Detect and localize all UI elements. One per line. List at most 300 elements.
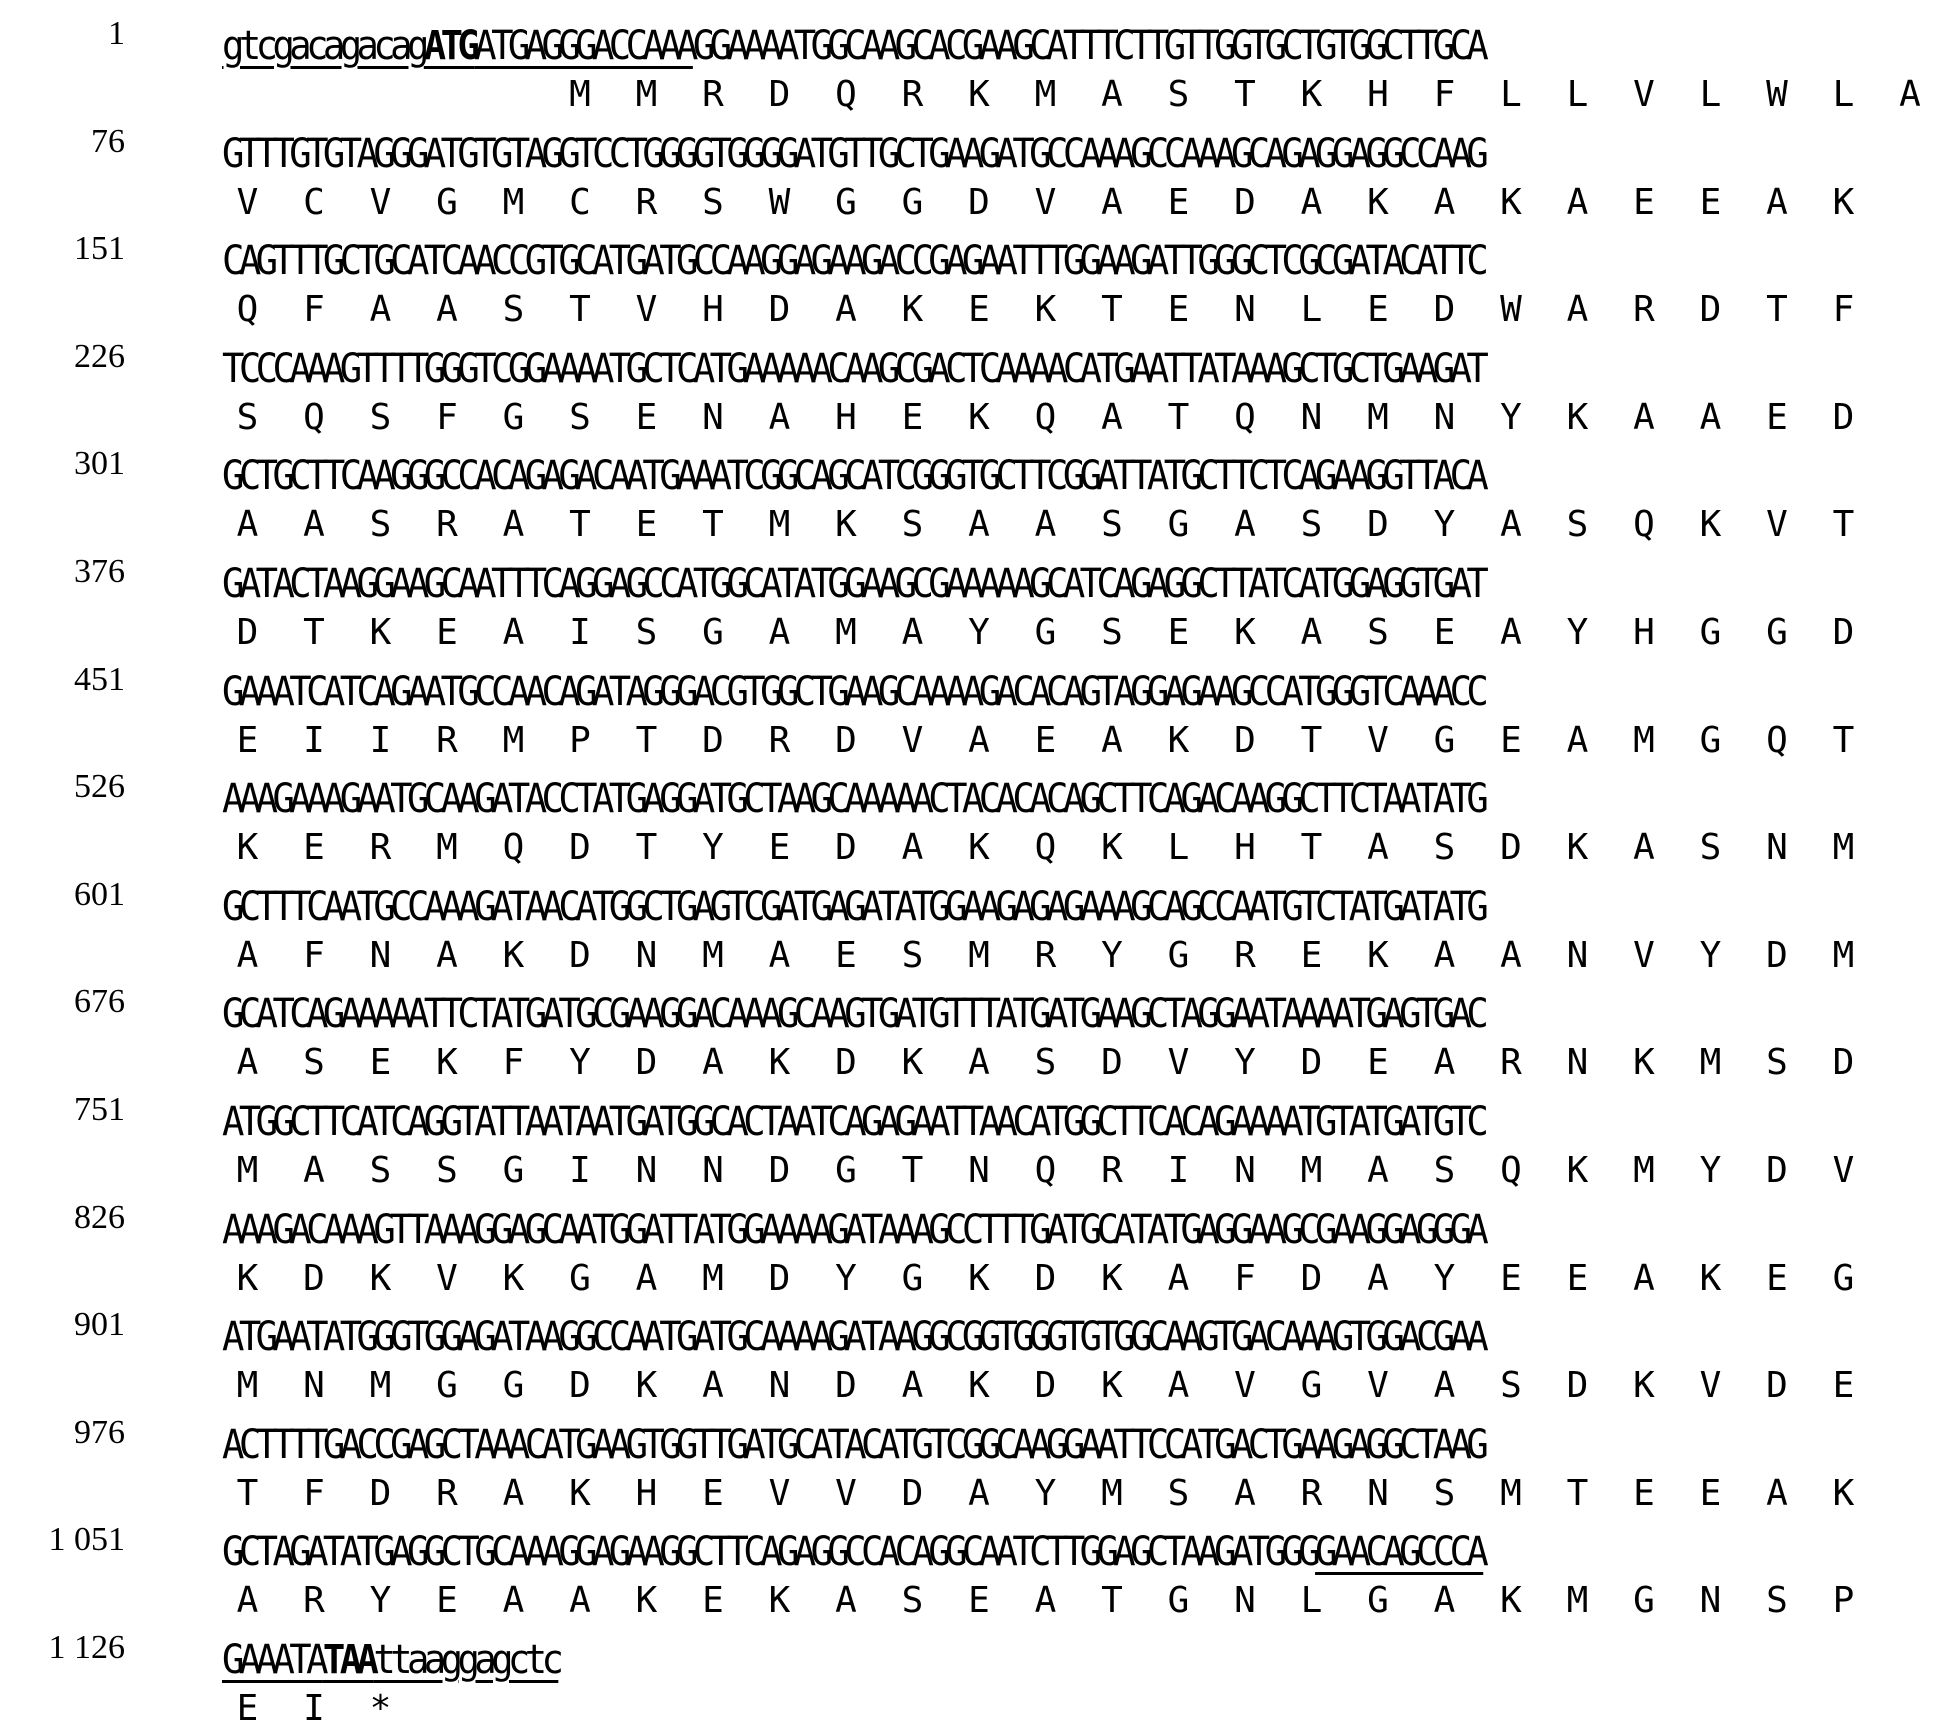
amino-acid: A bbox=[768, 396, 791, 438]
amino-acid: R bbox=[1500, 1042, 1522, 1084]
amino-acid: R bbox=[768, 719, 791, 761]
amino-acid: K bbox=[968, 1365, 990, 1407]
amino-acid: D bbox=[1234, 719, 1256, 761]
amino-acid: C bbox=[303, 181, 325, 223]
amino-acid: Q bbox=[1034, 827, 1057, 869]
amino-acid: D bbox=[702, 719, 724, 761]
amino-acid: K bbox=[369, 1257, 392, 1299]
amino-acid-translation bbox=[222, 1580, 1872, 1622]
position-number: 1 bbox=[108, 15, 125, 52]
amino-acid: L bbox=[1566, 74, 1589, 115]
amino-acid: R bbox=[1300, 1472, 1323, 1514]
amino-acid: Y bbox=[1433, 504, 1456, 546]
nucleotide-sequence bbox=[222, 1313, 1758, 1361]
amino-acid: R bbox=[369, 827, 392, 869]
amino-acid: F bbox=[1234, 1257, 1256, 1299]
amino-acid: K bbox=[1167, 719, 1190, 761]
amino-acid: Y bbox=[968, 612, 990, 653]
amino-acid: A bbox=[901, 827, 924, 869]
amino-acid: A bbox=[768, 612, 791, 653]
amino-acid: A bbox=[1433, 934, 1456, 976]
amino-acid: K bbox=[1367, 181, 1389, 223]
position-number: 301 bbox=[74, 445, 125, 483]
position-number: 76 bbox=[91, 122, 125, 160]
amino-acid: S bbox=[702, 181, 724, 223]
amino-acid: G bbox=[1699, 612, 1722, 653]
amino-acid: G bbox=[835, 181, 857, 223]
amino-acid: E bbox=[702, 1580, 724, 1622]
amino-acid-translation bbox=[222, 1258, 1872, 1300]
amino-acid: Y bbox=[1034, 1472, 1057, 1514]
position-number: 1 051 bbox=[48, 1521, 125, 1559]
amino-acid: D bbox=[1766, 934, 1788, 976]
amino-acid: K bbox=[1566, 1150, 1589, 1191]
amino-acid: S bbox=[635, 612, 658, 653]
amino-acid: N bbox=[1766, 827, 1788, 869]
amino-acid: A bbox=[702, 1042, 724, 1084]
amino-acid: K bbox=[1101, 827, 1123, 869]
amino-acid: Y bbox=[1566, 612, 1589, 653]
sequence-row bbox=[0, 1622, 1890, 1730]
amino-acid: A bbox=[502, 504, 525, 546]
amino-acid: F bbox=[303, 934, 325, 976]
amino-acid-translation bbox=[222, 612, 1872, 654]
sequence-segment: GATACTAAGGAAGCAATTTCAGGAGCCATGGCATATGGAAGCGAAAAAGCATCAGAGGCTTATCATGGAGGTGAT bbox=[222, 561, 1484, 607]
amino-acid-translation bbox=[222, 1473, 1872, 1515]
amino-acid: M bbox=[569, 74, 591, 115]
amino-acid: E bbox=[1167, 289, 1190, 331]
amino-acid: L bbox=[1300, 289, 1323, 331]
amino-acid: V bbox=[901, 719, 924, 761]
amino-acid: D bbox=[569, 827, 591, 869]
amino-acid: E bbox=[635, 396, 658, 438]
amino-acid: A bbox=[369, 289, 392, 331]
amino-acid: D bbox=[569, 934, 591, 976]
amino-acid: E bbox=[236, 719, 259, 761]
amino-acid: Q bbox=[1034, 1150, 1057, 1191]
amino-acid: V bbox=[369, 181, 392, 223]
amino-acid: I bbox=[303, 719, 325, 761]
amino-acid: G bbox=[1167, 504, 1190, 546]
amino-acid: P bbox=[1832, 1580, 1855, 1622]
primer-segment: GAACAGCCCA bbox=[1315, 1529, 1484, 1576]
amino-acid: A bbox=[436, 934, 458, 976]
position-number: 151 bbox=[74, 230, 125, 268]
amino-acid: K bbox=[1566, 827, 1589, 869]
amino-acid: D bbox=[635, 1042, 658, 1084]
amino-acid: R bbox=[1101, 1150, 1123, 1191]
amino-acid: G bbox=[436, 1365, 458, 1407]
sequence-row bbox=[0, 546, 1890, 654]
amino-acid: K bbox=[968, 74, 990, 115]
amino-acid: L bbox=[1300, 1580, 1323, 1622]
sequence-segment: GTTTGTGTAGGGATGTGTAGGTCCTGGGGTGGGGATGTTGCTGAAGATGCCAAAGCCAAAGCAGAGGAGGCCAAG bbox=[222, 130, 1484, 177]
sequence-row bbox=[0, 869, 1890, 977]
amino-acid: G bbox=[1832, 1257, 1855, 1299]
amino-acid: A bbox=[1633, 396, 1655, 438]
amino-acid: A bbox=[1633, 1257, 1655, 1299]
stop-codon-marker: * bbox=[369, 1688, 392, 1729]
sequence-row bbox=[0, 438, 1890, 546]
amino-acid: D bbox=[1766, 1150, 1788, 1191]
amino-acid: A bbox=[1899, 74, 1921, 115]
amino-acid: H bbox=[1234, 827, 1256, 869]
nucleotide-sequence bbox=[222, 560, 1758, 608]
amino-acid: S bbox=[1699, 827, 1722, 869]
amino-acid: V bbox=[236, 181, 259, 223]
amino-acid: S bbox=[1766, 1042, 1788, 1084]
amino-acid: G bbox=[569, 1257, 591, 1299]
amino-acid: V bbox=[1633, 934, 1655, 976]
amino-acid: K bbox=[768, 1042, 791, 1084]
amino-acid: E bbox=[901, 396, 924, 438]
amino-acid: T bbox=[1234, 74, 1256, 115]
amino-acid: S bbox=[502, 289, 525, 331]
amino-acid: V bbox=[436, 1257, 458, 1299]
amino-acid: E bbox=[1766, 396, 1788, 438]
amino-acid: D bbox=[1367, 504, 1389, 546]
amino-acid: D bbox=[1300, 1042, 1323, 1084]
amino-acid: L bbox=[1167, 827, 1190, 869]
amino-acid: Q bbox=[1234, 396, 1256, 438]
amino-acid: A bbox=[1766, 1472, 1788, 1514]
amino-acid: A bbox=[1367, 1150, 1389, 1191]
amino-acid: D bbox=[1500, 827, 1522, 869]
amino-acid: D bbox=[1832, 612, 1855, 653]
amino-acid: E bbox=[1699, 1472, 1722, 1514]
amino-acid: K bbox=[1699, 504, 1722, 546]
amino-acid: G bbox=[436, 181, 458, 223]
amino-acid: R bbox=[436, 504, 458, 546]
amino-acid: S bbox=[1766, 1580, 1788, 1622]
amino-acid: A bbox=[968, 1472, 990, 1514]
amino-acid: E bbox=[702, 1472, 724, 1514]
amino-acid: V bbox=[1367, 719, 1389, 761]
amino-acid: D bbox=[1566, 1365, 1589, 1407]
amino-acid: T bbox=[236, 1472, 259, 1514]
amino-acid-translation bbox=[222, 1042, 1872, 1084]
amino-acid: A bbox=[502, 1472, 525, 1514]
amino-acid: K bbox=[635, 1580, 658, 1622]
amino-acid: A bbox=[968, 1042, 990, 1084]
amino-acid: E bbox=[236, 1688, 259, 1729]
primer-segment: ATGAGGGACCAAA bbox=[474, 23, 693, 69]
amino-acid: V bbox=[835, 1472, 857, 1514]
amino-acid: A bbox=[569, 1580, 591, 1622]
amino-acid: T bbox=[1300, 827, 1323, 869]
nucleotide-sequence bbox=[222, 668, 1758, 716]
amino-acid: G bbox=[502, 1150, 525, 1191]
amino-acid: D bbox=[236, 612, 259, 653]
amino-acid: D bbox=[1699, 289, 1722, 331]
primer-segment: GAAATA bbox=[222, 1637, 323, 1683]
amino-acid: M bbox=[702, 1257, 724, 1299]
nucleotide-sequence bbox=[222, 130, 1758, 178]
amino-acid: T bbox=[569, 289, 591, 331]
amino-acid: K bbox=[1500, 1580, 1522, 1622]
amino-acid: K bbox=[1034, 289, 1057, 331]
amino-acid: A bbox=[1500, 504, 1522, 546]
amino-acid: S bbox=[369, 1150, 392, 1191]
amino-acid: S bbox=[901, 1580, 924, 1622]
amino-acid: T bbox=[702, 504, 724, 546]
nucleotide-sequence bbox=[222, 345, 1758, 393]
amino-acid: M bbox=[1101, 1472, 1123, 1514]
sequence-segment: CAGTTTGCTGCATCAACCGTGCATGATGCCAAGGAGAAGACCGAGAATTTGGAAGATTGGGCTCGCGATACATTC bbox=[222, 238, 1484, 285]
sequence-row bbox=[0, 976, 1890, 1084]
amino-acid: K bbox=[1566, 396, 1589, 438]
amino-acid: A bbox=[901, 1365, 924, 1407]
sequence-row bbox=[0, 1514, 1890, 1622]
amino-acid: M bbox=[236, 1365, 259, 1407]
primer-segment: ttaaggagctc bbox=[373, 1637, 559, 1683]
amino-acid: K bbox=[502, 934, 525, 976]
amino-acid: A bbox=[1433, 1042, 1456, 1084]
amino-acid: Q bbox=[1766, 719, 1788, 761]
amino-acid: M bbox=[236, 1150, 259, 1191]
amino-acid: E bbox=[1500, 1257, 1522, 1299]
amino-acid: S bbox=[236, 396, 259, 438]
amino-acid: D bbox=[968, 181, 990, 223]
position-number: 526 bbox=[74, 768, 125, 806]
amino-acid: T bbox=[1167, 396, 1190, 438]
amino-acid: F bbox=[436, 396, 458, 438]
nucleotide-sequence bbox=[222, 1098, 1758, 1146]
sequence-row bbox=[0, 1192, 1890, 1300]
amino-acid: D bbox=[1101, 1042, 1123, 1084]
amino-acid: Q bbox=[303, 396, 325, 438]
amino-acid: K bbox=[835, 504, 857, 546]
amino-acid: K bbox=[901, 1042, 924, 1084]
nucleotide-sequence bbox=[222, 1636, 1758, 1684]
amino-acid: G bbox=[1766, 612, 1788, 653]
amino-acid: Q bbox=[1034, 396, 1057, 438]
amino-acid: D bbox=[768, 1257, 791, 1299]
amino-acid: V bbox=[1699, 1365, 1722, 1407]
amino-acid: Y bbox=[1101, 934, 1123, 976]
amino-acid: N bbox=[768, 1365, 791, 1407]
amino-acid: E bbox=[1433, 612, 1456, 653]
amino-acid: N bbox=[702, 1150, 724, 1191]
amino-acid: E bbox=[436, 1580, 458, 1622]
amino-acid: S bbox=[1167, 74, 1190, 115]
amino-acid: M bbox=[369, 1365, 392, 1407]
amino-acid: N bbox=[1566, 1042, 1589, 1084]
amino-acid: V bbox=[1034, 181, 1057, 223]
amino-acid: K bbox=[1234, 612, 1256, 653]
amino-acid: A bbox=[1300, 612, 1323, 653]
amino-acid: M bbox=[436, 827, 458, 869]
nucleotide-sequence bbox=[222, 990, 1758, 1038]
amino-acid: R bbox=[901, 74, 924, 115]
amino-acid: L bbox=[1832, 74, 1855, 115]
amino-acid: A bbox=[303, 504, 325, 546]
amino-acid: M bbox=[502, 181, 525, 223]
amino-acid: S bbox=[569, 396, 591, 438]
amino-acid: M bbox=[1699, 1042, 1722, 1084]
amino-acid: K bbox=[236, 827, 259, 869]
amino-acid: V bbox=[768, 1472, 791, 1514]
position-number: 1 126 bbox=[48, 1629, 125, 1666]
amino-acid: S bbox=[1433, 1150, 1456, 1191]
amino-acid: K bbox=[635, 1365, 658, 1407]
amino-acid-translation bbox=[222, 1150, 1872, 1192]
amino-acid: A bbox=[1101, 181, 1123, 223]
amino-acid: Q bbox=[1633, 504, 1655, 546]
sequence-row bbox=[0, 331, 1890, 439]
amino-acid: R bbox=[1234, 934, 1256, 976]
amino-acid: E bbox=[968, 1580, 990, 1622]
amino-acid: G bbox=[1034, 612, 1057, 653]
amino-acid: T bbox=[1101, 289, 1123, 331]
amino-acid: A bbox=[702, 1365, 724, 1407]
amino-acid: A bbox=[1433, 1580, 1456, 1622]
amino-acid: A bbox=[835, 289, 857, 331]
amino-acid: Q bbox=[502, 827, 525, 869]
position-number: 226 bbox=[74, 337, 125, 375]
amino-acid: G bbox=[1433, 719, 1456, 761]
amino-acid: H bbox=[702, 289, 724, 331]
amino-acid: G bbox=[1167, 1580, 1190, 1622]
amino-acid: I bbox=[303, 1688, 325, 1729]
amino-acid: R bbox=[436, 719, 458, 761]
nucleotide-sequence bbox=[222, 22, 1758, 70]
sequence-segment: AAAGAAAGAATGCAAGATACCTATGAGGATGCTAAGCAAAAACTACACACAGCTTCAGACAAGGCTTCTAATATG bbox=[222, 776, 1484, 823]
amino-acid: M bbox=[1832, 934, 1855, 976]
amino-acid: A bbox=[835, 1580, 857, 1622]
amino-acid: I bbox=[369, 719, 392, 761]
amino-acid: E bbox=[1633, 1472, 1655, 1514]
position-number: 976 bbox=[74, 1413, 125, 1451]
amino-acid: I bbox=[1167, 1150, 1190, 1191]
amino-acid: S bbox=[1367, 612, 1389, 653]
amino-acid: A bbox=[1633, 827, 1655, 869]
amino-acid: G bbox=[835, 1150, 857, 1191]
amino-acid-translation bbox=[222, 827, 1872, 869]
amino-acid: E bbox=[635, 504, 658, 546]
amino-acid: S bbox=[1500, 1365, 1522, 1407]
amino-acid: K bbox=[1101, 1257, 1123, 1299]
amino-acid: A bbox=[1433, 1365, 1456, 1407]
amino-acid: G bbox=[1699, 719, 1722, 761]
amino-acid: K bbox=[968, 1257, 990, 1299]
amino-acid: M bbox=[1566, 1580, 1589, 1622]
amino-acid: A bbox=[1234, 504, 1256, 546]
amino-acid: Q bbox=[236, 289, 259, 331]
amino-acid: E bbox=[1300, 934, 1323, 976]
amino-acid: N bbox=[968, 1150, 990, 1191]
sequence-row bbox=[0, 654, 1890, 762]
amino-acid: A bbox=[502, 1580, 525, 1622]
amino-acid: S bbox=[369, 396, 392, 438]
position-number: 376 bbox=[74, 553, 125, 590]
amino-acid: D bbox=[1034, 1257, 1057, 1299]
amino-acid: M bbox=[702, 934, 724, 976]
amino-acid: M bbox=[502, 719, 525, 761]
amino-acid: Y bbox=[702, 827, 724, 869]
amino-acid: S bbox=[1433, 827, 1456, 869]
sequence-row bbox=[0, 1299, 1890, 1407]
amino-acid: G bbox=[502, 396, 525, 438]
sequence-row bbox=[0, 8, 1921, 116]
amino-acid: Y bbox=[369, 1580, 392, 1622]
amino-acid: E bbox=[1500, 719, 1522, 761]
amino-acid: A bbox=[1167, 1257, 1190, 1299]
amino-acid: A bbox=[1300, 181, 1323, 223]
amino-acid: N bbox=[1367, 1472, 1389, 1514]
amino-acid: Y bbox=[1500, 396, 1522, 438]
amino-acid: T bbox=[635, 827, 658, 869]
amino-acid: N bbox=[1234, 289, 1256, 331]
nucleotide-sequence bbox=[222, 452, 1758, 500]
amino-acid: F bbox=[1433, 74, 1456, 115]
amino-acid: K bbox=[1633, 1042, 1655, 1084]
amino-acid: K bbox=[1633, 1365, 1655, 1407]
amino-acid: E bbox=[1367, 289, 1389, 331]
amino-acid: A bbox=[1101, 719, 1123, 761]
amino-acid: K bbox=[1367, 934, 1389, 976]
amino-acid-translation bbox=[222, 1365, 1872, 1407]
amino-acid: M bbox=[635, 74, 658, 115]
amino-acid: N bbox=[635, 1150, 658, 1191]
amino-acid: K bbox=[569, 1472, 591, 1514]
amino-acid: H bbox=[835, 396, 857, 438]
amino-acid: E bbox=[1766, 1257, 1788, 1299]
amino-acid: N bbox=[1699, 1580, 1722, 1622]
amino-acid: K bbox=[768, 1580, 791, 1622]
amino-acid: A bbox=[1566, 181, 1589, 223]
amino-acid: K bbox=[1832, 181, 1855, 223]
amino-acid: V bbox=[1633, 74, 1655, 115]
amino-acid: D bbox=[569, 1365, 591, 1407]
amino-acid: A bbox=[236, 934, 259, 976]
amino-acid: R bbox=[436, 1472, 458, 1514]
amino-acid: T bbox=[1101, 1580, 1123, 1622]
amino-acid: N bbox=[369, 934, 392, 976]
amino-acid: E bbox=[436, 612, 458, 653]
amino-acid: K bbox=[1500, 181, 1522, 223]
amino-acid-translation bbox=[222, 289, 1872, 331]
amino-acid: N bbox=[1433, 396, 1456, 438]
amino-acid: E bbox=[1167, 181, 1190, 223]
amino-acid: R bbox=[1633, 289, 1655, 331]
amino-acid: E bbox=[1367, 1042, 1389, 1084]
amino-acid: A bbox=[1367, 827, 1389, 869]
amino-acid: E bbox=[1167, 612, 1190, 653]
amino-acid: T bbox=[1300, 719, 1323, 761]
amino-acid: N bbox=[635, 934, 658, 976]
amino-acid: A bbox=[236, 504, 259, 546]
amino-acid: T bbox=[569, 504, 591, 546]
amino-acid: W bbox=[768, 181, 791, 223]
amino-acid: W bbox=[1500, 289, 1522, 331]
amino-acid: V bbox=[635, 289, 658, 331]
amino-acid: A bbox=[1367, 1257, 1389, 1299]
amino-acid: A bbox=[502, 612, 525, 653]
amino-acid: T bbox=[901, 1150, 924, 1191]
amino-acid: N bbox=[1234, 1150, 1256, 1191]
amino-acid: N bbox=[303, 1365, 325, 1407]
amino-acid: A bbox=[1101, 396, 1123, 438]
amino-acid: G bbox=[1367, 1580, 1389, 1622]
amino-acid: A bbox=[1566, 289, 1589, 331]
amino-acid: A bbox=[1566, 719, 1589, 761]
sequence-segment: ATGGCTTCATCAGGTATTAATAATGATGGCACTAATCAGAGAATTAACATGGCTTCACAGAAAATGTATGATGTC bbox=[222, 1099, 1484, 1145]
amino-acid: T bbox=[1832, 719, 1855, 761]
amino-acid: K bbox=[1832, 1472, 1855, 1514]
sequence-segment: GGAAAATGGCAAGCACGAAGCATTTCTTGTTGGTGCTGTGGCTTGCA bbox=[692, 23, 1484, 69]
amino-acid: A bbox=[1699, 396, 1722, 438]
